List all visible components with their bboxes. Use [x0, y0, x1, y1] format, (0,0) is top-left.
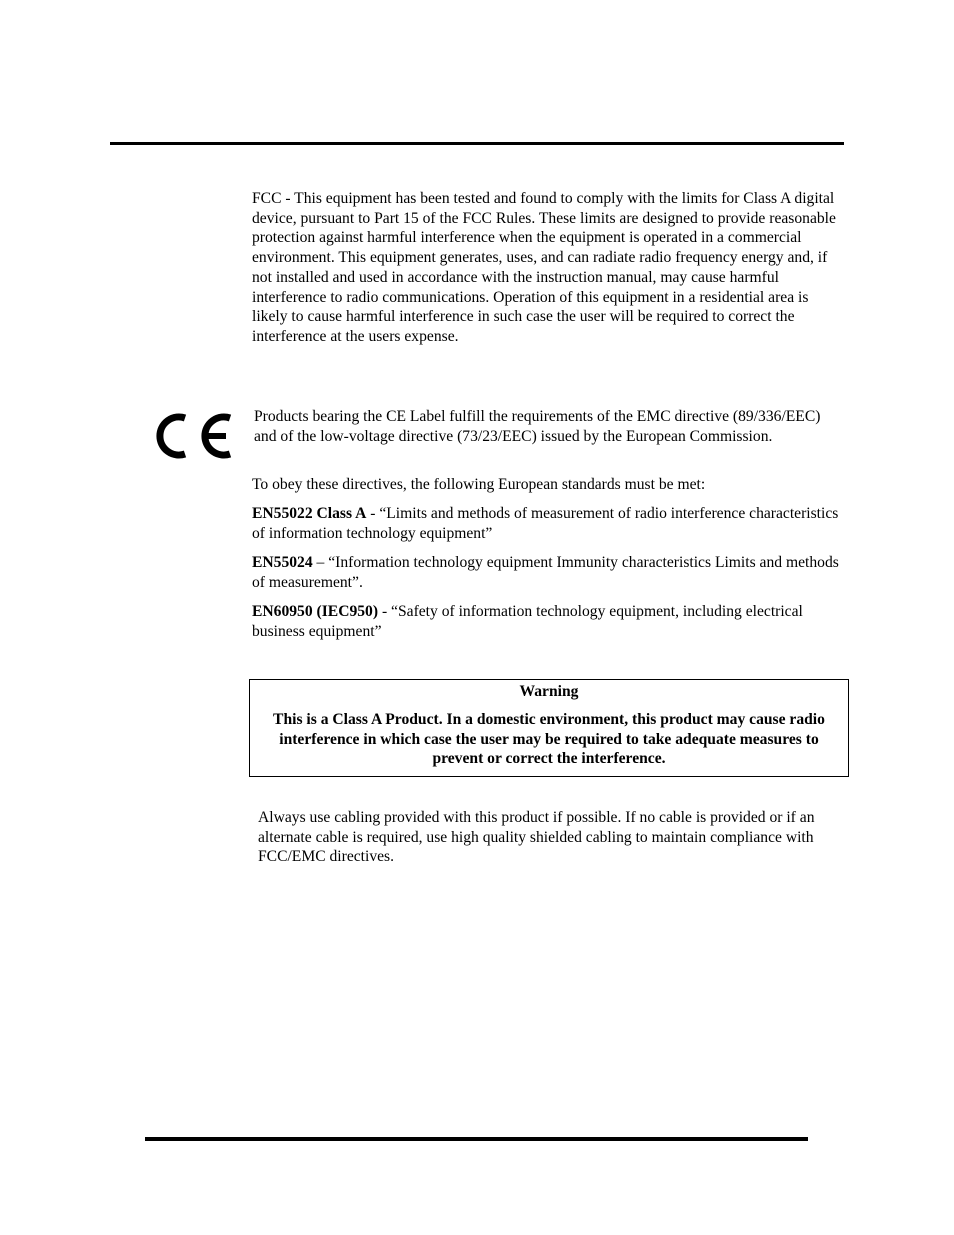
standard-item [252, 553, 842, 592]
warning-box [249, 679, 849, 777]
standard-description: - “Safety of information technology equipment, including electrical business equipment” [252, 603, 803, 640]
standard-description: – “Information technology equipment Immunity characteristics Limits and methods of measurement”. [252, 554, 839, 591]
fcc-statement: FCC - This equipment has been tested and found to comply with the limits for Class A digital device, pursuant to Part 15 of the FCC Rules. These limits are designed to provide reasonable protection against harmful interference when the equipment is operated in a commercial environment. This equipment generates, uses, and can radiate radio frequency energy and, if not installed and used in accordance with the instruction manual, may cause harmful interference to radio communications. Operation of this equipment in a residential area is likely to cause harmful interference in such case the user will be required to correct the interference at the users expense. [252, 190, 836, 345]
standard-code: EN55022 Class A [252, 505, 367, 522]
top-rule [110, 142, 844, 145]
standard-item [252, 504, 842, 543]
ce-mark-icon [152, 410, 234, 462]
warning-body: This is a Class A Product. In a domestic environment, this product may cause radio interference in which case the user may be required to take adequate measures to prevent or correct the interference. [273, 711, 825, 768]
standard-item [252, 602, 842, 641]
standard-description: - “Limits and methods of measurement of radio interference characteristics of information technology equipment” [252, 505, 839, 542]
bottom-rule [145, 1137, 808, 1141]
cabling-note: Always use cabling provided with this product if possible. If no cable is provided or if an alternate cable is required, use high quality shielded cabling to maintain compliance with FCC/EMC directives. [258, 809, 815, 866]
standards-intro: To obey these directives, the following European standards must be met: [252, 476, 706, 493]
ce-statement: Products bearing the CE Label fulfill the requirements of the EMC directive (89/336/EEC) and of the low-voltage directive (73/23/EEC) issued by the European Commission. [254, 408, 821, 445]
standard-code: EN60950 (IEC950) [252, 603, 379, 620]
warning-title: Warning [519, 683, 579, 700]
standard-code: EN55024 [252, 554, 313, 571]
